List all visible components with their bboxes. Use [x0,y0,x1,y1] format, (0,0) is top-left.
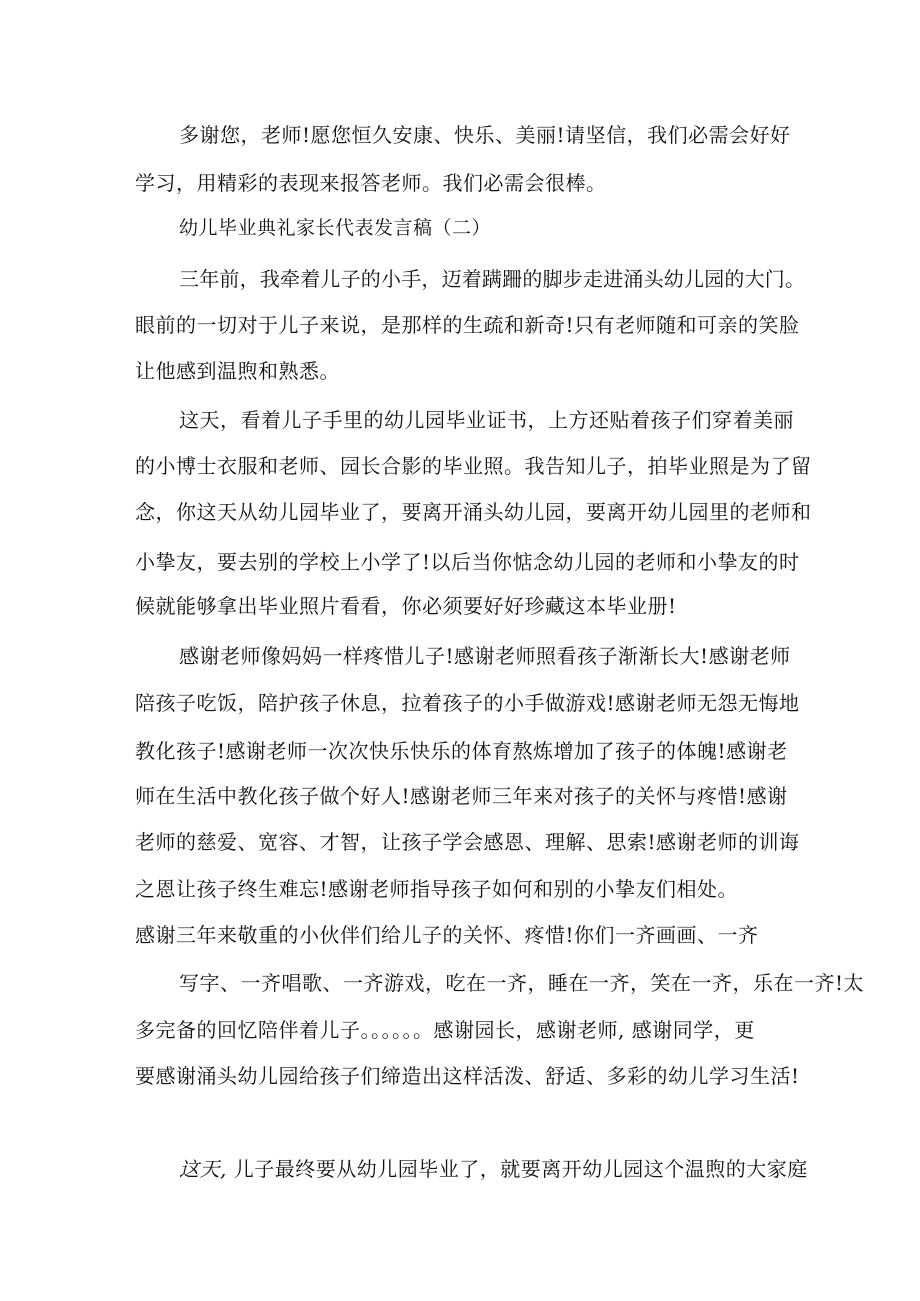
section-heading: 幼儿毕业典礼家长代表发言稿（二） [179,217,492,239]
paragraph-line: 教化孩子!感谢老师一次次快乐快乐的体育熬炼增加了孩子的体魄!感谢老 [135,739,788,763]
paragraph-line: 陪孩子吃饭，陪护孩子休息，拉着孩子的小手做游戏!感谢老师无怨无悔地 [135,691,800,715]
paragraph-line: 写字、一齐唱歌、一齐游戏，吃在一齐，睡在一齐，笑在一齐，乐在一齐!太 [179,971,865,995]
paragraph-line: 之恩让孩子终生难忘!感谢老师指导孩子如何和别的小挚友们相处。 [135,877,739,901]
paragraph-line: 感谢三年来敬重的小伙伴们给儿子的关怀、疼惜!你们一齐画画、一齐 [135,923,759,947]
paragraph-line: 要感谢涌头幼儿园给孩子们缔造出这样活泼、舒适、多彩的幼儿学习生活! [135,1064,800,1088]
last-line-text: 儿子最终要从幼儿园毕业了，就要离开幼儿园这个温煦的大家庭 [226,1157,808,1181]
paragraph-line-last [179,1154,808,1184]
paragraph-line: 老师的慈爱、宽容、才智，让孩子学会感恩、理解、思索!感谢老师的训诲 [135,830,800,854]
paragraph-line: 让他感到温煦和熟悉。 [135,359,340,383]
paragraph-line: 师在生活中教化孩子做个好人!感谢老师三年来对孩子的关怀与疼惜!感谢 [135,784,788,808]
paragraph-line: 的小博士衣服和老师、园长合影的毕业照。我告知儿子，拍毕业照是为了留 [135,454,812,478]
paragraph-line: 三年前，我牵着儿子的小手，迈着蹒跚的脚步走进涌头幼儿园的大门。 [179,267,806,291]
paragraph-line: 候就能够拿出毕业照片看看，你必须要好好珍藏这本毕业册! [135,594,677,618]
italic-lead-text: 这天, [179,1157,227,1181]
paragraph-line: 念，你这天从幼儿园毕业了，要离开涌头幼儿园，要离开幼儿园里的老师和 [135,500,812,524]
paragraph-line: 学习，用精彩的表现来报答老师。我们必需会很棒。 [135,171,607,195]
paragraph-line: 多完备的回忆陪伴着儿子。。。。。。感谢园长，感谢老师, 感谢同学，更 [135,1018,755,1042]
paragraph-line: 多谢您，老师!愿您恒久安康、快乐、美丽!请坚信，我们必需会好好 [179,123,791,147]
paragraph-line: 眼前的一切对于儿子来说，是那样的生疏和新奇!只有老师随和可亲的笑脸 [135,313,800,337]
paragraph-line: 小挚友，要去别的学校上小学了!以后当你惦念幼儿园的老师和小挚友的时 [135,550,800,574]
paragraph-line: 这天，看着儿子手里的幼儿园毕业证书，上方还贴着孩子们穿着美丽 [179,408,794,432]
paragraph-line: 感谢老师像妈妈一样疼惜儿子!感谢老师照看孩子渐渐长大!感谢老师 [179,644,791,668]
